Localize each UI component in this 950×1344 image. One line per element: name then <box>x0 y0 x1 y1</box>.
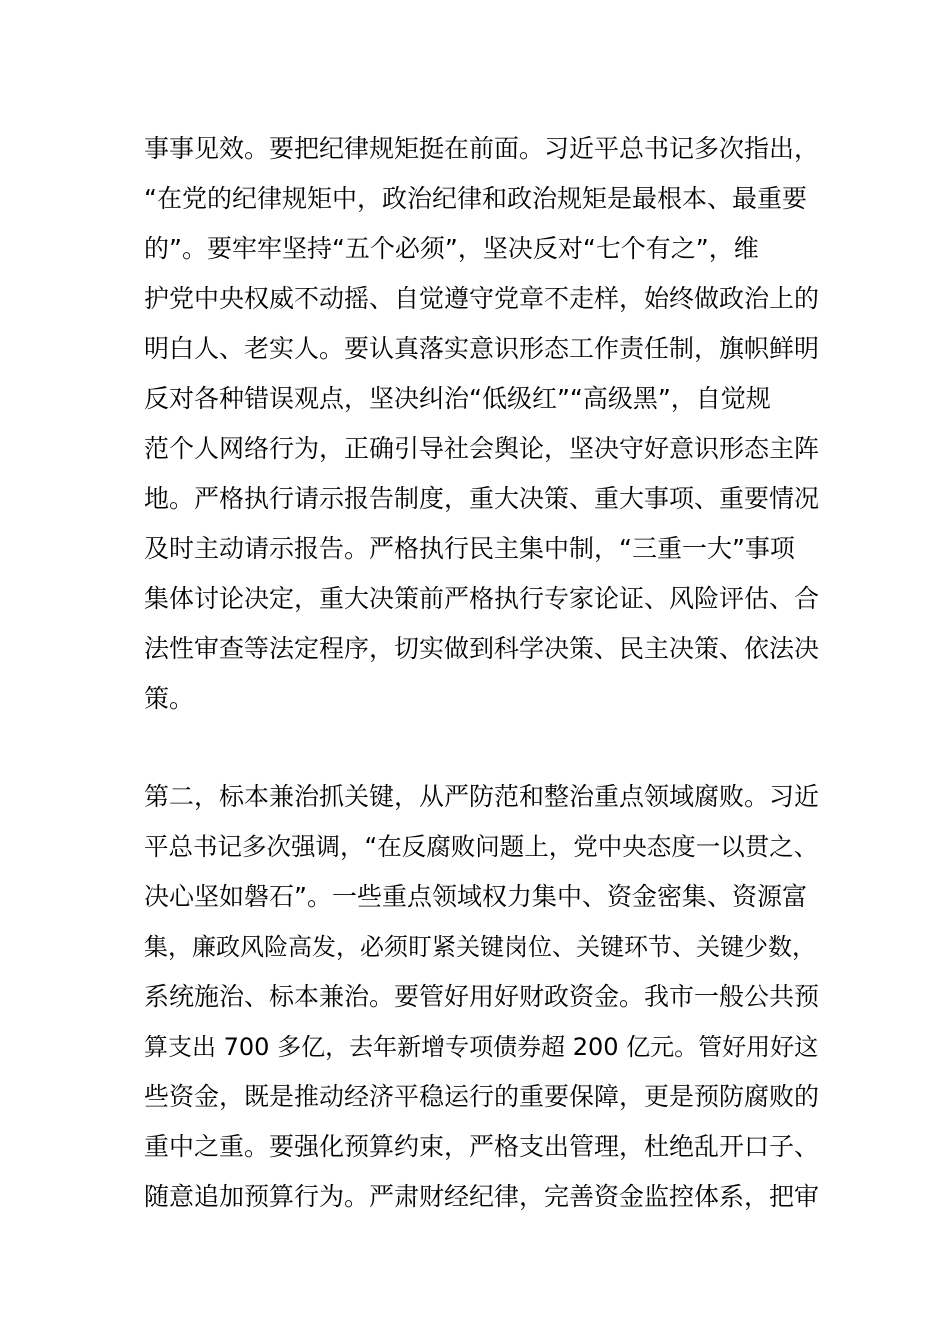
text-line: 重中之重。要强化预算约束，严格支出管理，杜绝乱开口子、 <box>144 1132 820 1161</box>
text-line: 些资金，既是推动经济平稳运行的重要保障，更是预防腐败的 <box>144 1082 820 1111</box>
text-line: 决心坚如磐石”。一些重点领域权力集中、资金密集、资源富 <box>144 882 807 911</box>
text-line: 集，廉政风险高发，必须盯紧关键岗位、关键环节、关键少数， <box>144 933 816 961</box>
text-line: 地。严格执行请示报告制度，重大决策、重大事项、重要情况 <box>144 484 820 513</box>
text-line: 反对各种错误观点，坚决纠治“低级红”“高级黑”，自觉规 <box>144 384 771 413</box>
text-line: 策。 <box>144 684 195 713</box>
text-line: 随意追加预算行为。严肃财经纪律，完善资金监控体系，把审 <box>144 1182 820 1211</box>
text-line: 及时主动请示报告。严格执行民主集中制，“三重一大”事项 <box>144 534 795 563</box>
text-line: 法性审查等法定程序，切实做到科学决策、民主决策、依法决 <box>144 634 820 663</box>
text-line: 护党中央权威不动摇、自觉遵守党章不走样，始终做政治上的 <box>144 284 820 313</box>
text-line: 明白人、老实人。要认真落实意识形态工作责任制，旗帜鲜明 <box>144 334 820 363</box>
text-line: 范个人网络行为，正确引导社会舆论，坚决守好意识形态主阵 <box>144 434 820 463</box>
text-line: 第二，标本兼治抓关键，从严防范和整治重点领域腐败。习近 <box>144 782 820 811</box>
text-line: 的”。要牢牢坚持“五个必须”，坚决反对“七个有之”，维 <box>144 234 759 263</box>
text-line: 系统施治、标本兼治。要管好用好财政资金。我市一般公共预 <box>144 982 820 1011</box>
text-line: 事事见效。要把纪律规矩挺在前面。习近平总书记多次指出， <box>144 134 820 163</box>
text-line: 算支出 700 多亿，去年新增专项债券超 200 亿元。管好用好这 <box>144 1033 819 1061</box>
text-line: 平总书记多次强调，“在反腐败问题上，党中央态度一以贯之、 <box>144 832 819 861</box>
text-line: 集体讨论决定，重大决策前严格执行专家论证、风险评估、合 <box>144 584 820 613</box>
text-line: “在党的纪律规矩中，政治纪律和政治规矩是最根本、最重要 <box>144 184 807 213</box>
